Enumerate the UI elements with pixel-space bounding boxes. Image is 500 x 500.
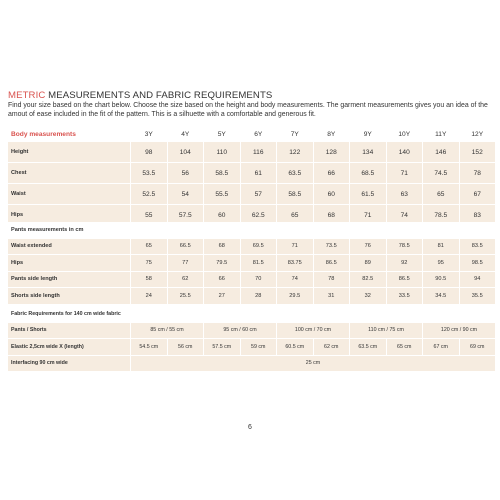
- table-cell: 65: [131, 239, 168, 256]
- table-row: [8, 184, 496, 205]
- row-label: Chest: [8, 163, 131, 184]
- size-header: 7Y: [277, 128, 314, 142]
- blank-cell: [131, 222, 168, 239]
- page-title: [8, 90, 272, 101]
- table-cell: 152: [460, 142, 497, 163]
- table-cell: 62: [168, 272, 205, 289]
- table-cell: 62 cm: [314, 339, 351, 356]
- row-label: Interfacing 90 cm wide: [8, 356, 131, 373]
- fabric-section-header: Fabric Requirements for 140 cm wide fabric: [8, 306, 131, 323]
- row-label: Pants side length: [8, 272, 131, 289]
- table-cell: 74: [387, 205, 424, 226]
- table-cell: 69.5: [241, 239, 278, 256]
- size-header: 4Y: [168, 128, 205, 142]
- intro-paragraph: Find your size based on the chart below. Choose the size based on the height and body measurements. The garment measurements gives you an idea of the amout of ease included in the fit of the pattern. This is a silhuette with a comfortable and generous fit.: [8, 102, 488, 119]
- table-cell: 27: [204, 288, 241, 305]
- table-cell: 25.5: [168, 288, 205, 305]
- title-rest: MEASUREMENTS AND FABRIC REQUIREMENTS: [45, 90, 273, 101]
- row-label: Height: [8, 142, 131, 163]
- blank-cell: [350, 222, 387, 239]
- table-cell: 53.5: [131, 163, 168, 184]
- table-cell: 60: [204, 205, 241, 226]
- table-row: [8, 239, 496, 256]
- table-cell: 77: [168, 255, 205, 272]
- table-cell: 58: [131, 272, 168, 289]
- table-cell: 34.5: [423, 288, 460, 305]
- table-cell: 85 cm / 55 cm: [131, 323, 204, 340]
- table-cell: 60.5 cm: [277, 339, 314, 356]
- table-cell: 140: [387, 142, 424, 163]
- blank-cell: [460, 222, 497, 239]
- page-number: 6: [248, 424, 252, 431]
- table-cell: 90.5: [423, 272, 460, 289]
- table-cell: 98.5: [460, 255, 497, 272]
- table-row: [8, 323, 496, 340]
- table-cell: 31: [314, 288, 351, 305]
- blank-cell: [314, 306, 351, 323]
- table-cell: 120 cm / 90 cm: [423, 323, 496, 340]
- table-cell: 62.5: [241, 205, 278, 226]
- body-measurements-table: [8, 128, 496, 226]
- table-cell: 104: [168, 142, 205, 163]
- body-measurements-header: Body measurements: [8, 128, 131, 142]
- table-cell: 67 cm: [423, 339, 460, 356]
- table-cell: 57.5 cm: [204, 339, 241, 356]
- table-row: [8, 163, 496, 184]
- fabric-requirements-table: [8, 306, 496, 372]
- size-header: 10Y: [387, 128, 424, 142]
- blank-cell: [387, 306, 424, 323]
- table-cell: 54: [168, 184, 205, 205]
- table-cell: 32: [350, 288, 387, 305]
- table-row: [8, 142, 496, 163]
- table-cell: 83.75: [277, 255, 314, 272]
- table-cell: 89: [350, 255, 387, 272]
- row-label: Shorts side length: [8, 288, 131, 305]
- table-cell: 78: [314, 272, 351, 289]
- table-cell: 68: [314, 205, 351, 226]
- table-cell: 63: [387, 184, 424, 205]
- table-cell: 63.5 cm: [350, 339, 387, 356]
- table-row: [8, 288, 496, 305]
- table-cell: 74.5: [423, 163, 460, 184]
- table-cell: 56 cm: [168, 339, 205, 356]
- table-cell: 54.5 cm: [131, 339, 168, 356]
- blank-cell: [241, 222, 278, 239]
- table-cell: 134: [350, 142, 387, 163]
- table-cell: 83: [460, 205, 497, 226]
- table-cell: 56: [168, 163, 205, 184]
- table-header-row: [8, 128, 496, 142]
- row-label: Elastic 2,5cm wide X (length): [8, 339, 131, 356]
- table-cell: 61: [241, 163, 278, 184]
- table-cell: 110 cm / 75 cm: [350, 323, 423, 340]
- blank-cell: [277, 306, 314, 323]
- table-cell: 59 cm: [241, 339, 278, 356]
- row-label: Waist: [8, 184, 131, 205]
- size-header: 11Y: [423, 128, 460, 142]
- table-row: [8, 356, 496, 373]
- table-cell: 67: [460, 184, 497, 205]
- table-cell: 66.5: [168, 239, 205, 256]
- table-row: [8, 255, 496, 272]
- table-cell: 116: [241, 142, 278, 163]
- table-cell: 52.5: [131, 184, 168, 205]
- table-cell: 65: [277, 205, 314, 226]
- table-cell: 55: [131, 205, 168, 226]
- table-cell: 66: [314, 163, 351, 184]
- table-cell: 74: [277, 272, 314, 289]
- table-cell: 146: [423, 142, 460, 163]
- blank-cell: [168, 222, 205, 239]
- blank-cell: [204, 306, 241, 323]
- title-accent: METRIC: [8, 90, 46, 101]
- table-cell: 83.5: [460, 239, 497, 256]
- table-cell: 24: [131, 288, 168, 305]
- size-header: 12Y: [460, 128, 497, 142]
- blank-cell: [460, 306, 497, 323]
- table-row: [8, 272, 496, 289]
- table-cell: 61.5: [350, 184, 387, 205]
- table-cell: 68: [204, 239, 241, 256]
- blank-cell: [387, 222, 424, 239]
- blank-cell: [314, 222, 351, 239]
- table-cell: 92: [387, 255, 424, 272]
- table-cell: 71: [350, 205, 387, 226]
- row-label: Waist extended: [8, 239, 131, 256]
- section-header-row: [8, 222, 496, 239]
- table-cell: 68.5: [350, 163, 387, 184]
- table-cell: 63.5: [277, 163, 314, 184]
- size-header: 9Y: [350, 128, 387, 142]
- table-cell: 95 cm / 60 cm: [204, 323, 277, 340]
- table-cell: 69 cm: [460, 339, 497, 356]
- table-cell: 71: [277, 239, 314, 256]
- table-cell: 58.5: [277, 184, 314, 205]
- row-label: Hips: [8, 255, 131, 272]
- table-cell: 82.5: [350, 272, 387, 289]
- table-cell: 71: [387, 163, 424, 184]
- blank-cell: [277, 222, 314, 239]
- table-cell: 73.5: [314, 239, 351, 256]
- table-cell: 100 cm / 70 cm: [277, 323, 350, 340]
- size-header: 5Y: [204, 128, 241, 142]
- table-cell: 25 cm: [131, 356, 496, 373]
- blank-cell: [204, 222, 241, 239]
- table-cell: 65 cm: [387, 339, 424, 356]
- table-cell: 70: [241, 272, 278, 289]
- table-cell: 57.5: [168, 205, 205, 226]
- blank-cell: [131, 306, 168, 323]
- table-cell: 78.5: [387, 239, 424, 256]
- table-cell: 75: [131, 255, 168, 272]
- table-cell: 94: [460, 272, 497, 289]
- table-cell: 35.5: [460, 288, 497, 305]
- table-cell: 33.5: [387, 288, 424, 305]
- table-cell: 29.5: [277, 288, 314, 305]
- table-cell: 57: [241, 184, 278, 205]
- blank-cell: [350, 306, 387, 323]
- table-cell: 28: [241, 288, 278, 305]
- table-cell: 86.5: [387, 272, 424, 289]
- table-cell: 58.5: [204, 163, 241, 184]
- blank-cell: [423, 306, 460, 323]
- table-cell: 95: [423, 255, 460, 272]
- table-cell: 81.5: [241, 255, 278, 272]
- table-cell: 76: [350, 239, 387, 256]
- table-cell: 78: [460, 163, 497, 184]
- table-cell: 98: [131, 142, 168, 163]
- pants-section-header: Pants measurements in cm: [8, 222, 131, 239]
- row-label: Hips: [8, 205, 131, 226]
- table-cell: 79.5: [204, 255, 241, 272]
- blank-cell: [241, 306, 278, 323]
- table-cell: 55.5: [204, 184, 241, 205]
- size-header: 8Y: [314, 128, 351, 142]
- row-label: Pants / Shorts: [8, 323, 131, 340]
- table-cell: 78.5: [423, 205, 460, 226]
- blank-cell: [423, 222, 460, 239]
- size-header: 3Y: [131, 128, 168, 142]
- table-row: [8, 339, 496, 356]
- table-cell: 65: [423, 184, 460, 205]
- table-cell: 86.5: [314, 255, 351, 272]
- table-cell: 110: [204, 142, 241, 163]
- table-cell: 122: [277, 142, 314, 163]
- table-cell: 81: [423, 239, 460, 256]
- pants-measurements-table: [8, 222, 496, 305]
- table-cell: 60: [314, 184, 351, 205]
- blank-cell: [168, 306, 205, 323]
- section-header-row: [8, 306, 496, 323]
- size-header: 6Y: [241, 128, 278, 142]
- table-cell: 66: [204, 272, 241, 289]
- table-cell: 128: [314, 142, 351, 163]
